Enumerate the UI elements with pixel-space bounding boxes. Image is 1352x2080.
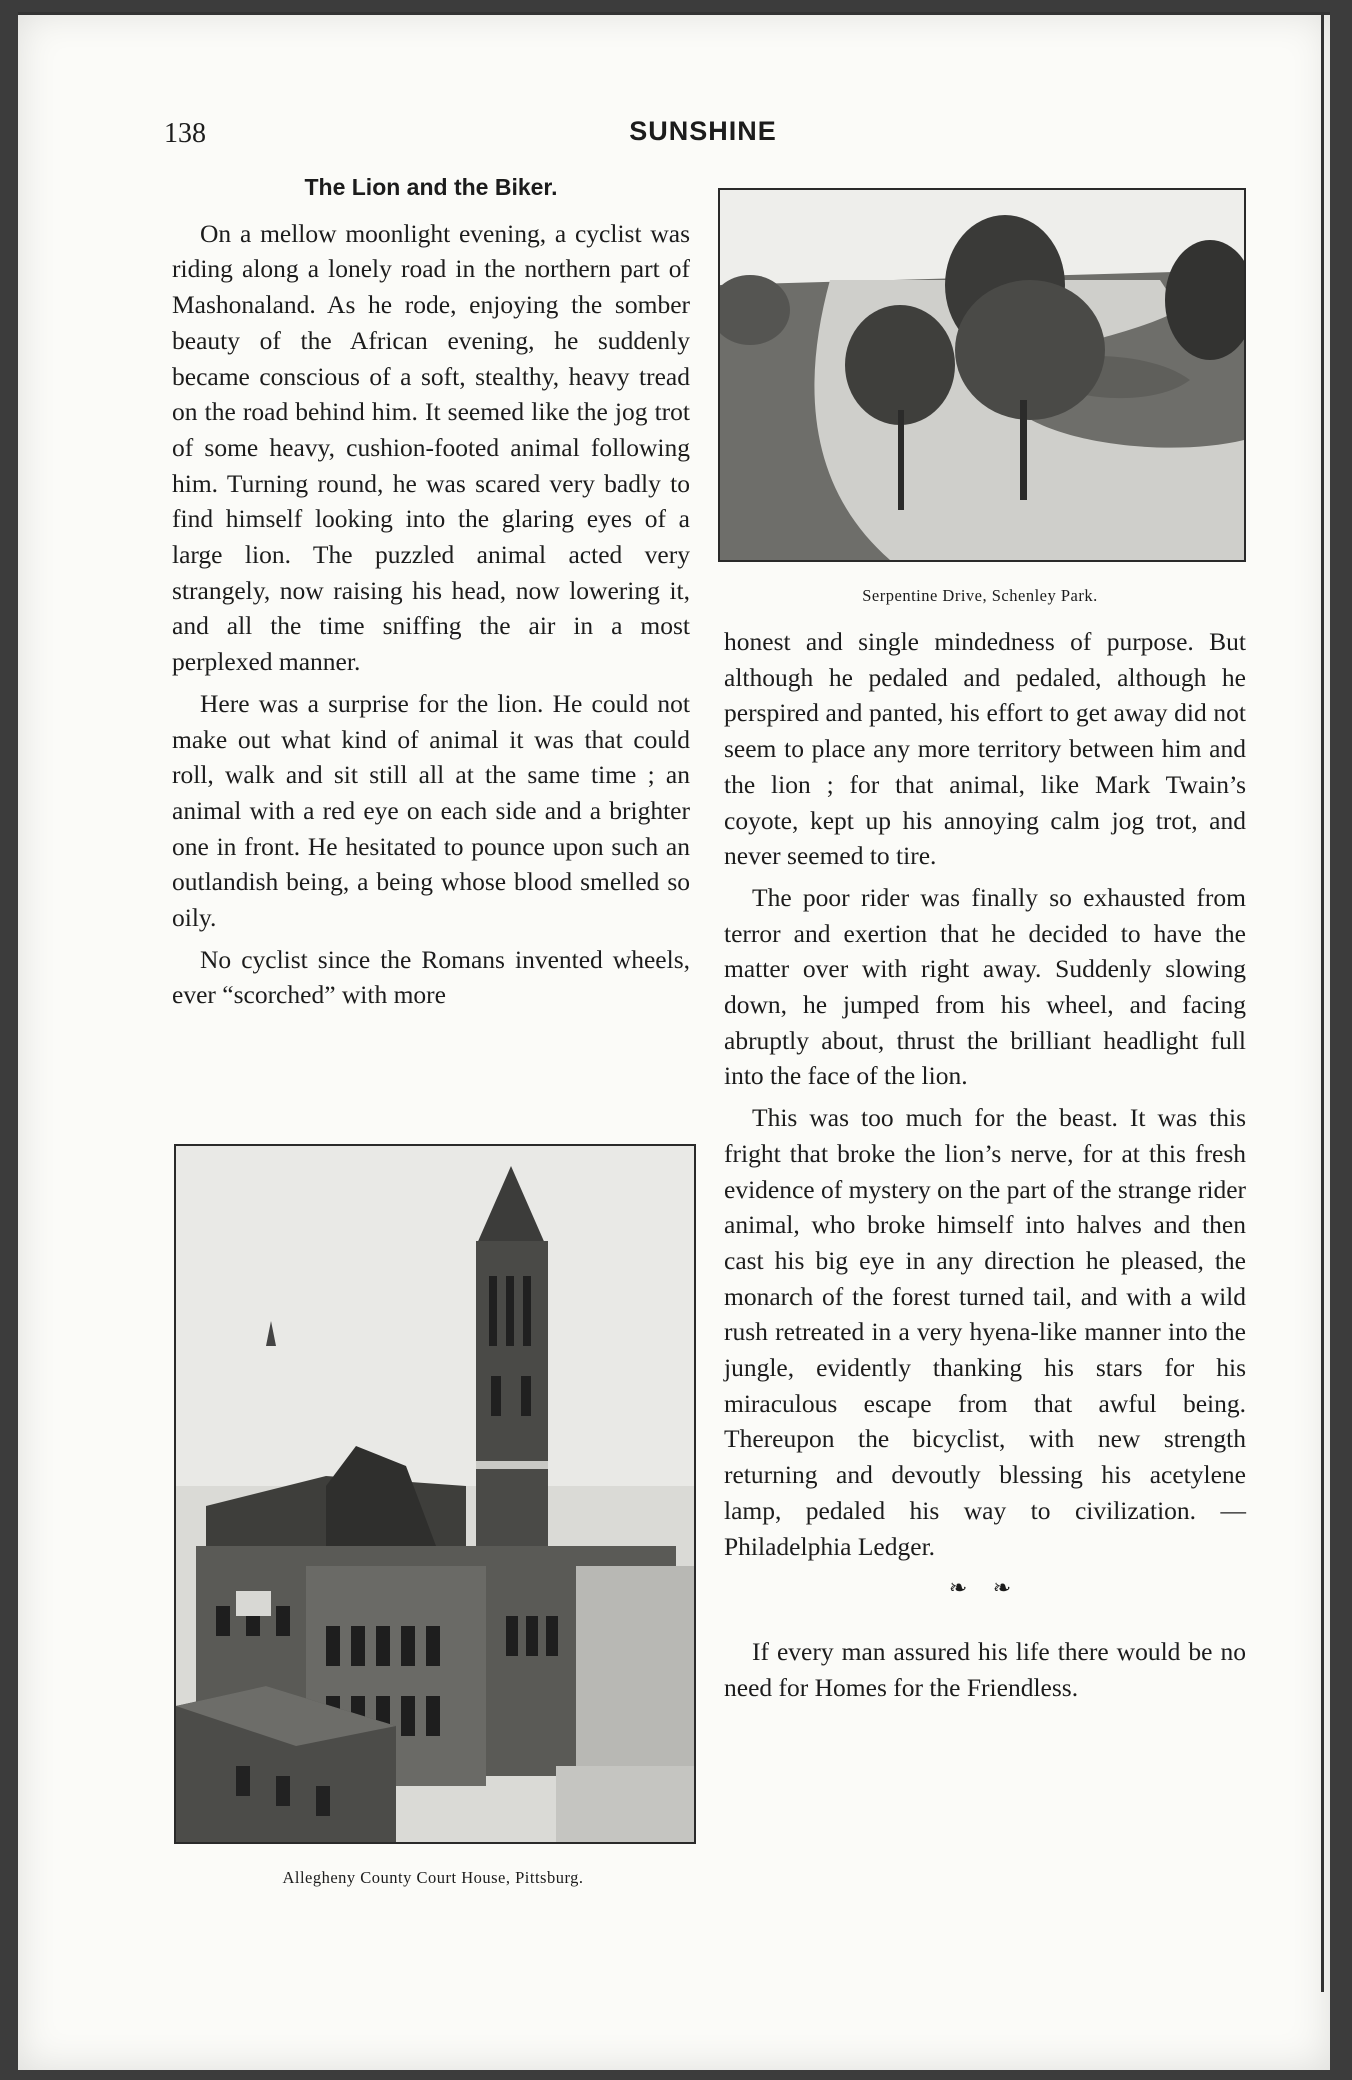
paragraph: This was too much for the beast. It was this fright that broke the lion’s nerve, for at this fresh evidence of mystery on the part of the strange rider animal, who broke himself into halves and then cast his big eye in any direction he pleased, the monarch of the forest turned tail, and with a wild rush retreated in a very hyena-like manner into the jungle, evidently thanking his stars for his miraculous escape from that awful being. Thereupon the bicyclist, with new strength returning and devoutly blessing his acetylene lamp, pedaled his way to civilization. — Philadelphia Ledger. bbox=[724, 1103, 1246, 1561]
photo-serpentine-drive bbox=[718, 188, 1246, 562]
page-frame-right bbox=[1321, 12, 1324, 1992]
running-title: SUNSHINE bbox=[629, 116, 777, 146]
closing-note: If every man assured his life there would be no need for Homes for the Friendless. bbox=[724, 1636, 1246, 1702]
paragraph: No cyclist since the Romans invented wheels, ever “scorched” with more bbox=[172, 944, 690, 1010]
paragraph: The poor rider was finally so exhausted from terror and exertion that he decided to have the matter over with right away. Suddenly slowing down, he jumped from his wheel, and facing abruptly about, thrust the brilliant headlight full into the face of the lion. bbox=[724, 882, 1246, 1091]
photo-court-house bbox=[174, 1144, 696, 1844]
paragraph: Here was a surprise for the lion. He could not make out what kind of animal it was that could roll, walk and sit still all at the same time ; an animal with a red eye on each side and a brighter one in front. He hesitated to pounce upon such an outlandish being, a being whose blood smelled so oily. bbox=[172, 688, 690, 933]
paragraph: On a mellow moonlight evening, a cyclist was riding along a lonely road in the northern part of Mashonaland. As he rode, enjoying the somber beauty of the African evening, he suddenly became conscious of a soft, stealthy, heavy tread on the road behind him. It seemed like the jog trot of some heavy, cushion-footed animal following him. Turning round, he was scared very badly to find himself looking into the glaring eyes of a large lion. The puzzled animal acted very strangely, now raising his head, now lowering it, and all the time sniffing the air in a most perplexed manner. bbox=[172, 218, 690, 677]
photo-caption-courthouse: Allegheny County Court House, Pittsburg. bbox=[282, 1868, 584, 1887]
page-number: 138 bbox=[164, 118, 206, 149]
section-ornament: ❧ ❧ bbox=[948, 1575, 1022, 1601]
photo-caption-park: Serpentine Drive, Schenley Park. bbox=[862, 586, 1098, 605]
left-column bbox=[172, 170, 690, 1019]
page-header bbox=[148, 112, 1258, 152]
paragraph: honest and single mindedness of purpose. But although he pedaled and pedaled, although he perspired and panted, his effort to get away did not seem to place any more territory between him and the lion ; for that animal, like Mark Twain’s coyote, kept up his annoying calm jog trot, and never seemed to tire. bbox=[724, 627, 1246, 871]
right-column bbox=[724, 624, 1246, 1711]
page-frame-top bbox=[18, 12, 1330, 15]
article-title: The Lion and the Biker. bbox=[304, 174, 558, 200]
